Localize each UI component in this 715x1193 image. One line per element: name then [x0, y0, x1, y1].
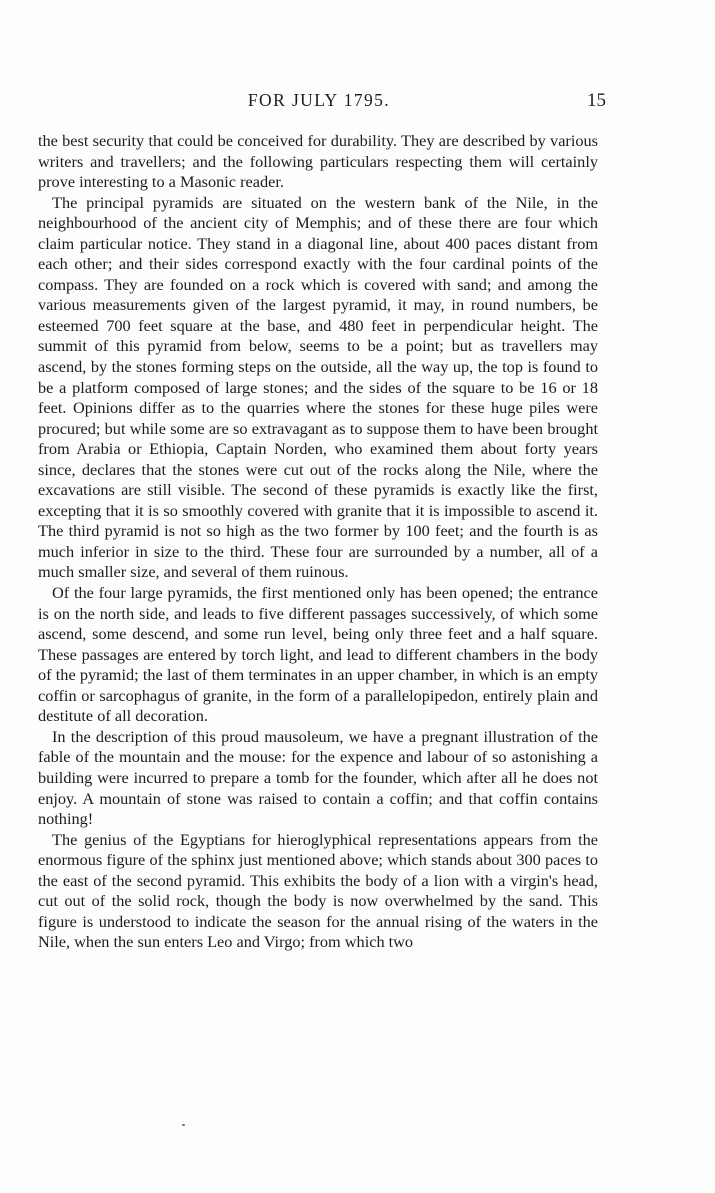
page-speck [182, 1124, 185, 1126]
paragraph-pyramid-interior: Of the four large pyramids, the first mentioned only has been opened; the entrance is on the north side, and leads to five different passages successively, of which some ascend, some descend, and some run level, being only three feet and a half square. These passages are entered by torch light, and lead to different chambers in the body of the pyramid; the last of them terminates in an upper chamber, in which is an empty coffin or sarcophagus of granite, in the form of a parallelopipedon, entirely plain and destitute of all decoration. [38, 583, 598, 726]
running-head [36, 90, 606, 114]
paragraph-pyramids-description: The principal pyramids are situated on the western bank of the Nile, in the neighbourhood of the ancient city of Memphis; and of these there are four which claim particular notice. They stand in a diagonal line, about 400 paces distant from each other; and their sides correspond exactly with the four cardinal points of the compass. They are founded on a rock which is covered with sand; and among the various measurements given of the largest pyramid, it may, in round numbers, be esteemed 700 feet square at the base, and 480 feet in perpendicular height. The summit of this pyramid from below, seems to be a point; but as travellers may ascend, by the stones forming steps on the outside, all the way up, the top is found to be a platform composed of large stones; and the sides of the square to be 16 or 18 feet. Opinions differ as to the quarries where the stones for these huge piles were procured; but while some are so extravagant as to suppose them to have been brought from Arabia or Ethiopia, Captain Norden, who examined them about forty years since, declares that the stones were cut out of the rocks along the Nile, where the excavations are still visible. The second of these pyramids is exactly like the first, excepting that it is so smoothly covered with granite that it is impossible to ascend it. The third pyramid is not so high as the two former by 100 feet; and the fourth is as much inferior in size to the third. These four are surrounded by a number, all of a much smaller size, and several of them ruinous. [38, 192, 598, 582]
paragraph-sphinx: The genius of the Egyptians for hieroglyphical representations appears from the enormous figure of the sphinx just mentioned above; which stands about 300 paces to the east of the second pyramid. This exhibits the body of a lion with a virgin's head, cut out of the solid rock, though the body is now overwhelmed by the sand. This figure is understood to indicate the season for the annual rising of the waters in the Nile, when the sun enters Leo and Virgo; from which two [38, 829, 598, 952]
paragraph-continuation: the best security that could be conceived for durability. They are described by various writers and travellers; and the following particulars respecting them will certainly prove interesting to a Masonic reader. [38, 131, 598, 192]
page-number: 15 [587, 90, 606, 111]
running-head-title: FOR JULY 1795. [247, 90, 391, 110]
body-text [38, 131, 598, 953]
paragraph-mausoleum-fable: In the description of this proud mausoleum, we have a pregnant illustration of the fable of the mountain and the mouse: for the expence and labour of so astonishing a building were incurred to prepare a tomb for the founder, which after all he does not enjoy. A mountain of stone was raised to contain a coffin; and that coffin contains nothing! [38, 726, 598, 829]
